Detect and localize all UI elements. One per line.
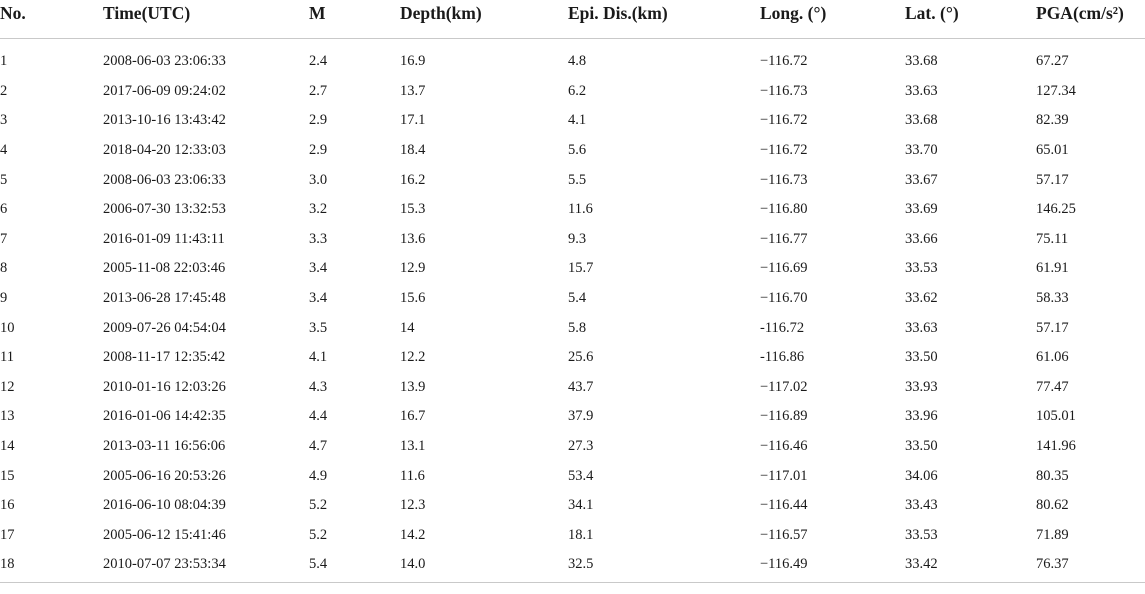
cell-latitude: 34.06 <box>905 467 938 484</box>
header-depth: Depth(km) <box>400 0 568 33</box>
cell-magnitude: 2.9 <box>309 142 328 159</box>
cell-latitude: 33.70 <box>905 142 938 159</box>
cell-epicentral-distance: 5.8 <box>568 319 587 336</box>
cell-pga: 146.25 <box>1036 201 1076 218</box>
cell-depth: 15.3 <box>400 201 426 218</box>
cell-no: 9 <box>0 290 8 307</box>
table-row <box>0 254 1145 284</box>
cell-no: 3 <box>0 112 8 129</box>
cell-depth: 18.4 <box>400 142 426 159</box>
cell-no: 10 <box>0 319 15 336</box>
cell-pga: 57.17 <box>1036 171 1069 188</box>
cell-time-utc: 2013-03-11 16:56:06 <box>103 438 226 455</box>
cell-magnitude: 4.9 <box>309 467 328 484</box>
table-row <box>0 313 1145 343</box>
cell-epicentral-distance: 5.5 <box>568 171 587 188</box>
cell-epicentral-distance: 9.3 <box>568 230 587 247</box>
cell-time-utc: 2017-06-09 09:24:02 <box>103 82 226 99</box>
cell-time-utc: 2008-11-17 12:35:42 <box>103 349 226 366</box>
cell-epicentral-distance: 27.3 <box>568 438 594 455</box>
cell-pga: 67.27 <box>1036 53 1069 70</box>
cell-no: 18 <box>0 550 103 582</box>
cell-no: 13 <box>0 408 15 425</box>
cell-pga: 65.01 <box>1036 142 1069 159</box>
cell-magnitude: 2.7 <box>309 82 328 99</box>
cell-latitude: 33.50 <box>905 349 938 366</box>
cell-pga: 82.39 <box>1036 112 1069 129</box>
cell-epicentral-distance: 5.4 <box>568 290 587 307</box>
cell-pga: 80.35 <box>1036 467 1069 484</box>
cell-epicentral-distance: 53.4 <box>568 467 594 484</box>
cell-epicentral-distance: 37.9 <box>568 408 594 425</box>
cell-no: 12 <box>0 378 15 395</box>
cell-pga: 57.17 <box>1036 319 1069 336</box>
table-row <box>0 77 1145 107</box>
header-pga: PGA(cm/s²) <box>1036 0 1145 33</box>
cell-magnitude: 5.2 <box>309 497 328 514</box>
cell-latitude: 33.93 <box>905 378 938 395</box>
table-row <box>0 550 1145 582</box>
header-latitude: Lat. (°) <box>905 0 1036 33</box>
cell-time-utc: 2005-06-12 15:41:46 <box>103 526 226 543</box>
cell-magnitude: 3.4 <box>309 260 328 277</box>
cell-epicentral-distance: 11.6 <box>568 201 593 218</box>
cell-latitude: 33.63 <box>905 319 938 336</box>
cell-epicentral-distance: 5.6 <box>568 142 587 159</box>
cell-depth: 13.7 <box>400 82 426 99</box>
cell-pga: 61.91 <box>1036 260 1069 277</box>
cell-depth: 15.6 <box>400 290 426 307</box>
cell-magnitude: 3.0 <box>309 171 328 188</box>
cell-pga: 141.96 <box>1036 438 1076 455</box>
cell-time-utc: 2005-06-16 20:53:26 <box>103 467 226 484</box>
cell-no: 17 <box>0 526 15 543</box>
table-row <box>0 225 1145 255</box>
cell-no: 14 <box>0 438 15 455</box>
cell-depth: 16.2 <box>400 171 426 188</box>
cell-time-utc: 2008-06-03 23:06:33 <box>103 53 226 70</box>
cell-magnitude: 3.4 <box>309 290 328 307</box>
cell-magnitude: 2.4 <box>309 53 328 70</box>
cell-time-utc: 2008-06-03 23:06:33 <box>103 171 226 188</box>
cell-depth: 14 <box>400 319 415 336</box>
table-row <box>0 136 1145 166</box>
cell-time-utc: 2010-07-07 23:53:34 <box>103 550 309 582</box>
cell-pga: 58.33 <box>1036 290 1069 307</box>
table-row <box>0 373 1145 403</box>
cell-epicentral-distance: 4.8 <box>568 53 587 70</box>
cell-magnitude: 3.3 <box>309 230 328 247</box>
cell-no: 7 <box>0 230 8 247</box>
header-no: No. <box>0 0 103 33</box>
cell-no: 5 <box>0 171 8 188</box>
cell-longitude: -116.86 <box>760 349 805 366</box>
cell-depth: 16.9 <box>400 53 426 70</box>
cell-epicentral-distance: 18.1 <box>568 526 594 543</box>
cell-longitude: −117.01 <box>760 467 808 484</box>
cell-longitude: −116.77 <box>760 230 808 247</box>
cell-depth: 17.1 <box>400 112 426 129</box>
cell-longitude: −117.02 <box>760 378 808 395</box>
table-header-row <box>0 0 1145 39</box>
cell-epicentral-distance: 6.2 <box>568 82 587 99</box>
cell-time-utc: 2005-11-08 22:03:46 <box>103 260 226 277</box>
cell-no: 11 <box>0 349 14 366</box>
cell-depth: 16.7 <box>400 408 426 425</box>
table-body <box>0 39 1145 583</box>
cell-magnitude: 2.9 <box>309 112 328 129</box>
cell-latitude: 33.67 <box>905 171 938 188</box>
cell-depth: 13.6 <box>400 230 426 247</box>
cell-pga: 105.01 <box>1036 408 1076 425</box>
cell-depth: 14.2 <box>400 526 426 543</box>
cell-pga: 75.11 <box>1036 230 1069 247</box>
cell-epicentral-distance: 43.7 <box>568 378 594 395</box>
cell-time-utc: 2016-01-06 14:42:35 <box>103 408 226 425</box>
cell-latitude: 33.66 <box>905 230 938 247</box>
cell-longitude: −116.49 <box>760 550 905 582</box>
cell-no: 1 <box>0 53 8 70</box>
table-row <box>0 195 1145 225</box>
cell-longitude: −116.72 <box>760 142 808 159</box>
table-row <box>0 106 1145 136</box>
cell-magnitude: 3.5 <box>309 319 328 336</box>
table-row <box>0 39 1145 77</box>
cell-no: 6 <box>0 201 8 218</box>
cell-longitude: −116.89 <box>760 408 808 425</box>
table-row <box>0 284 1145 314</box>
cell-latitude: 33.62 <box>905 290 938 307</box>
cell-longitude: −116.57 <box>760 526 808 543</box>
cell-epicentral-distance: 25.6 <box>568 349 594 366</box>
cell-latitude: 33.43 <box>905 497 938 514</box>
cell-depth: 12.2 <box>400 349 426 366</box>
cell-latitude: 33.53 <box>905 526 938 543</box>
cell-epicentral-distance: 15.7 <box>568 260 594 277</box>
cell-latitude: 33.68 <box>905 112 938 129</box>
cell-longitude: −116.73 <box>760 171 808 188</box>
cell-magnitude: 4.1 <box>309 349 328 366</box>
cell-pga: 61.06 <box>1036 349 1069 366</box>
cell-longitude: −116.72 <box>760 112 808 129</box>
cell-no: 15 <box>0 467 15 484</box>
cell-magnitude: 4.3 <box>309 378 328 395</box>
cell-latitude: 33.69 <box>905 201 938 218</box>
cell-time-utc: 2016-06-10 08:04:39 <box>103 497 226 514</box>
cell-latitude: 33.63 <box>905 82 938 99</box>
cell-longitude: −116.69 <box>760 260 808 277</box>
cell-epicentral-distance: 34.1 <box>568 497 594 514</box>
cell-no: 2 <box>0 82 8 99</box>
cell-depth: 14.0 <box>400 550 568 582</box>
cell-no: 4 <box>0 142 8 159</box>
table-row <box>0 402 1145 432</box>
cell-depth: 11.6 <box>400 467 425 484</box>
cell-depth: 13.1 <box>400 438 426 455</box>
cell-latitude: 33.50 <box>905 438 938 455</box>
cell-latitude: 33.96 <box>905 408 938 425</box>
cell-time-utc: 2018-04-20 12:33:03 <box>103 142 226 159</box>
cell-magnitude: 4.4 <box>309 408 328 425</box>
header-epicentral-distance: Epi. Dis.(km) <box>568 0 760 33</box>
table-row <box>0 343 1145 373</box>
table-row <box>0 432 1145 462</box>
cell-depth: 12.9 <box>400 260 426 277</box>
cell-latitude: 33.68 <box>905 53 938 70</box>
cell-latitude: 33.42 <box>905 550 1036 582</box>
cell-longitude: −116.44 <box>760 497 808 514</box>
cell-latitude: 33.53 <box>905 260 938 277</box>
cell-epicentral-distance: 32.5 <box>568 550 760 582</box>
cell-longitude: -116.72 <box>760 319 805 336</box>
cell-depth: 13.9 <box>400 378 426 395</box>
cell-time-utc: 2009-07-26 04:54:04 <box>103 319 226 336</box>
header-time-utc: Time(UTC) <box>103 0 309 33</box>
cell-longitude: −116.46 <box>760 438 808 455</box>
header-longitude: Long. (°) <box>760 0 905 33</box>
cell-time-utc: 2013-10-16 13:43:42 <box>103 112 226 129</box>
cell-time-utc: 2013-06-28 17:45:48 <box>103 290 226 307</box>
cell-depth: 12.3 <box>400 497 426 514</box>
cell-no: 16 <box>0 497 15 514</box>
cell-pga: 71.89 <box>1036 526 1069 543</box>
cell-magnitude: 3.2 <box>309 201 328 218</box>
table-row <box>0 461 1145 491</box>
cell-no: 8 <box>0 260 8 277</box>
cell-magnitude: 5.2 <box>309 526 328 543</box>
cell-time-utc: 2016-01-09 11:43:11 <box>103 230 225 247</box>
cell-pga: 76.37 <box>1036 550 1145 582</box>
cell-pga: 77.47 <box>1036 378 1069 395</box>
table-row <box>0 165 1145 195</box>
table-row <box>0 491 1145 521</box>
cell-pga: 127.34 <box>1036 82 1076 99</box>
cell-longitude: −116.73 <box>760 82 808 99</box>
cell-pga: 80.62 <box>1036 497 1069 514</box>
cell-magnitude: 4.7 <box>309 438 328 455</box>
cell-longitude: −116.70 <box>760 290 808 307</box>
cell-magnitude: 5.4 <box>309 550 400 582</box>
cell-time-utc: 2006-07-30 13:32:53 <box>103 201 226 218</box>
table-row <box>0 521 1145 551</box>
cell-longitude: −116.80 <box>760 201 808 218</box>
cell-longitude: −116.72 <box>760 53 808 70</box>
cell-time-utc: 2010-01-16 12:03:26 <box>103 378 226 395</box>
header-magnitude: M <box>309 0 400 33</box>
cell-epicentral-distance: 4.1 <box>568 112 587 129</box>
